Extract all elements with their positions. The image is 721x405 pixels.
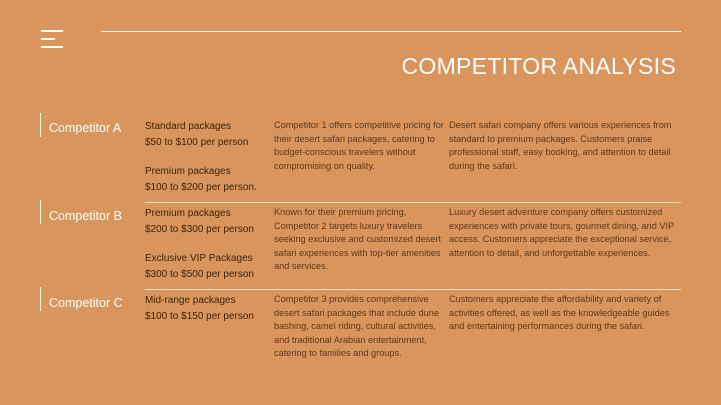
competitor-name: Competitor B <box>49 209 122 223</box>
package-price: $200 to $300 per person <box>145 224 254 235</box>
package-price: $300 to $500 per person <box>145 269 254 280</box>
row-accent-bar <box>40 113 41 137</box>
competitor-description: Competitor 1 offers competitive pricing for their desert safari packages, catering to budget-conscious travelers without compromising on quality. <box>274 120 444 171</box>
package-price: $50 to $100 per person <box>145 137 249 148</box>
competitor-name: Competitor A <box>49 121 122 135</box>
package-name: Premium packages <box>145 166 231 177</box>
row-divider <box>145 202 681 203</box>
package-name: Exclusive VIP Packages <box>145 253 253 264</box>
competitor-name: Competitor C <box>49 296 123 310</box>
customer-reviews: Luxury desert adventure company offers customized experiences with private tours, gourmet dining, and VIP access. Customers appreciate the exceptional service, attention to detail, and unforgettable experiences. <box>449 207 675 258</box>
competitor-description: Known for their premium pricing, Competitor 2 targets luxury travelers seeking exclusive and customized desert safari experiences with top-tier amenities and services. <box>274 207 441 272</box>
package-list <box>145 293 270 325</box>
menu-line <box>41 46 63 48</box>
top-divider <box>101 31 681 32</box>
package-name: Premium packages <box>145 208 231 219</box>
package-price: $100 to $200 per person. <box>145 182 257 193</box>
package-name: Standard packages <box>145 121 232 132</box>
package-list <box>145 119 270 196</box>
row-accent-bar <box>40 287 41 311</box>
package-list <box>145 206 270 283</box>
customer-reviews: Desert safari company offers various experiences from standard to premium packages. Customers praise professional staff, easy booking, and attention to detail during the safari. <box>449 120 672 171</box>
slide-title: COMPETITOR ANALYSIS <box>401 53 676 79</box>
package-price: $100 to $150 per person <box>145 311 254 322</box>
row-accent-bar <box>40 200 41 224</box>
menu-line <box>41 38 55 40</box>
menu-icon[interactable] <box>41 30 65 50</box>
menu-line <box>41 30 63 32</box>
customer-reviews: Customers appreciate the affordability and variety of activities offered, as well as the knowledgeable guides and entertaining performances during the safari. <box>449 294 670 332</box>
competitor-description: Competitor 3 provides comprehensive desert safari packages that include dune bashing, camel riding, cultural activities, and traditional Arabian entertainment, catering to families and groups. <box>274 294 439 359</box>
row-divider <box>145 289 681 290</box>
package-name: Mid-range packages <box>145 295 236 306</box>
